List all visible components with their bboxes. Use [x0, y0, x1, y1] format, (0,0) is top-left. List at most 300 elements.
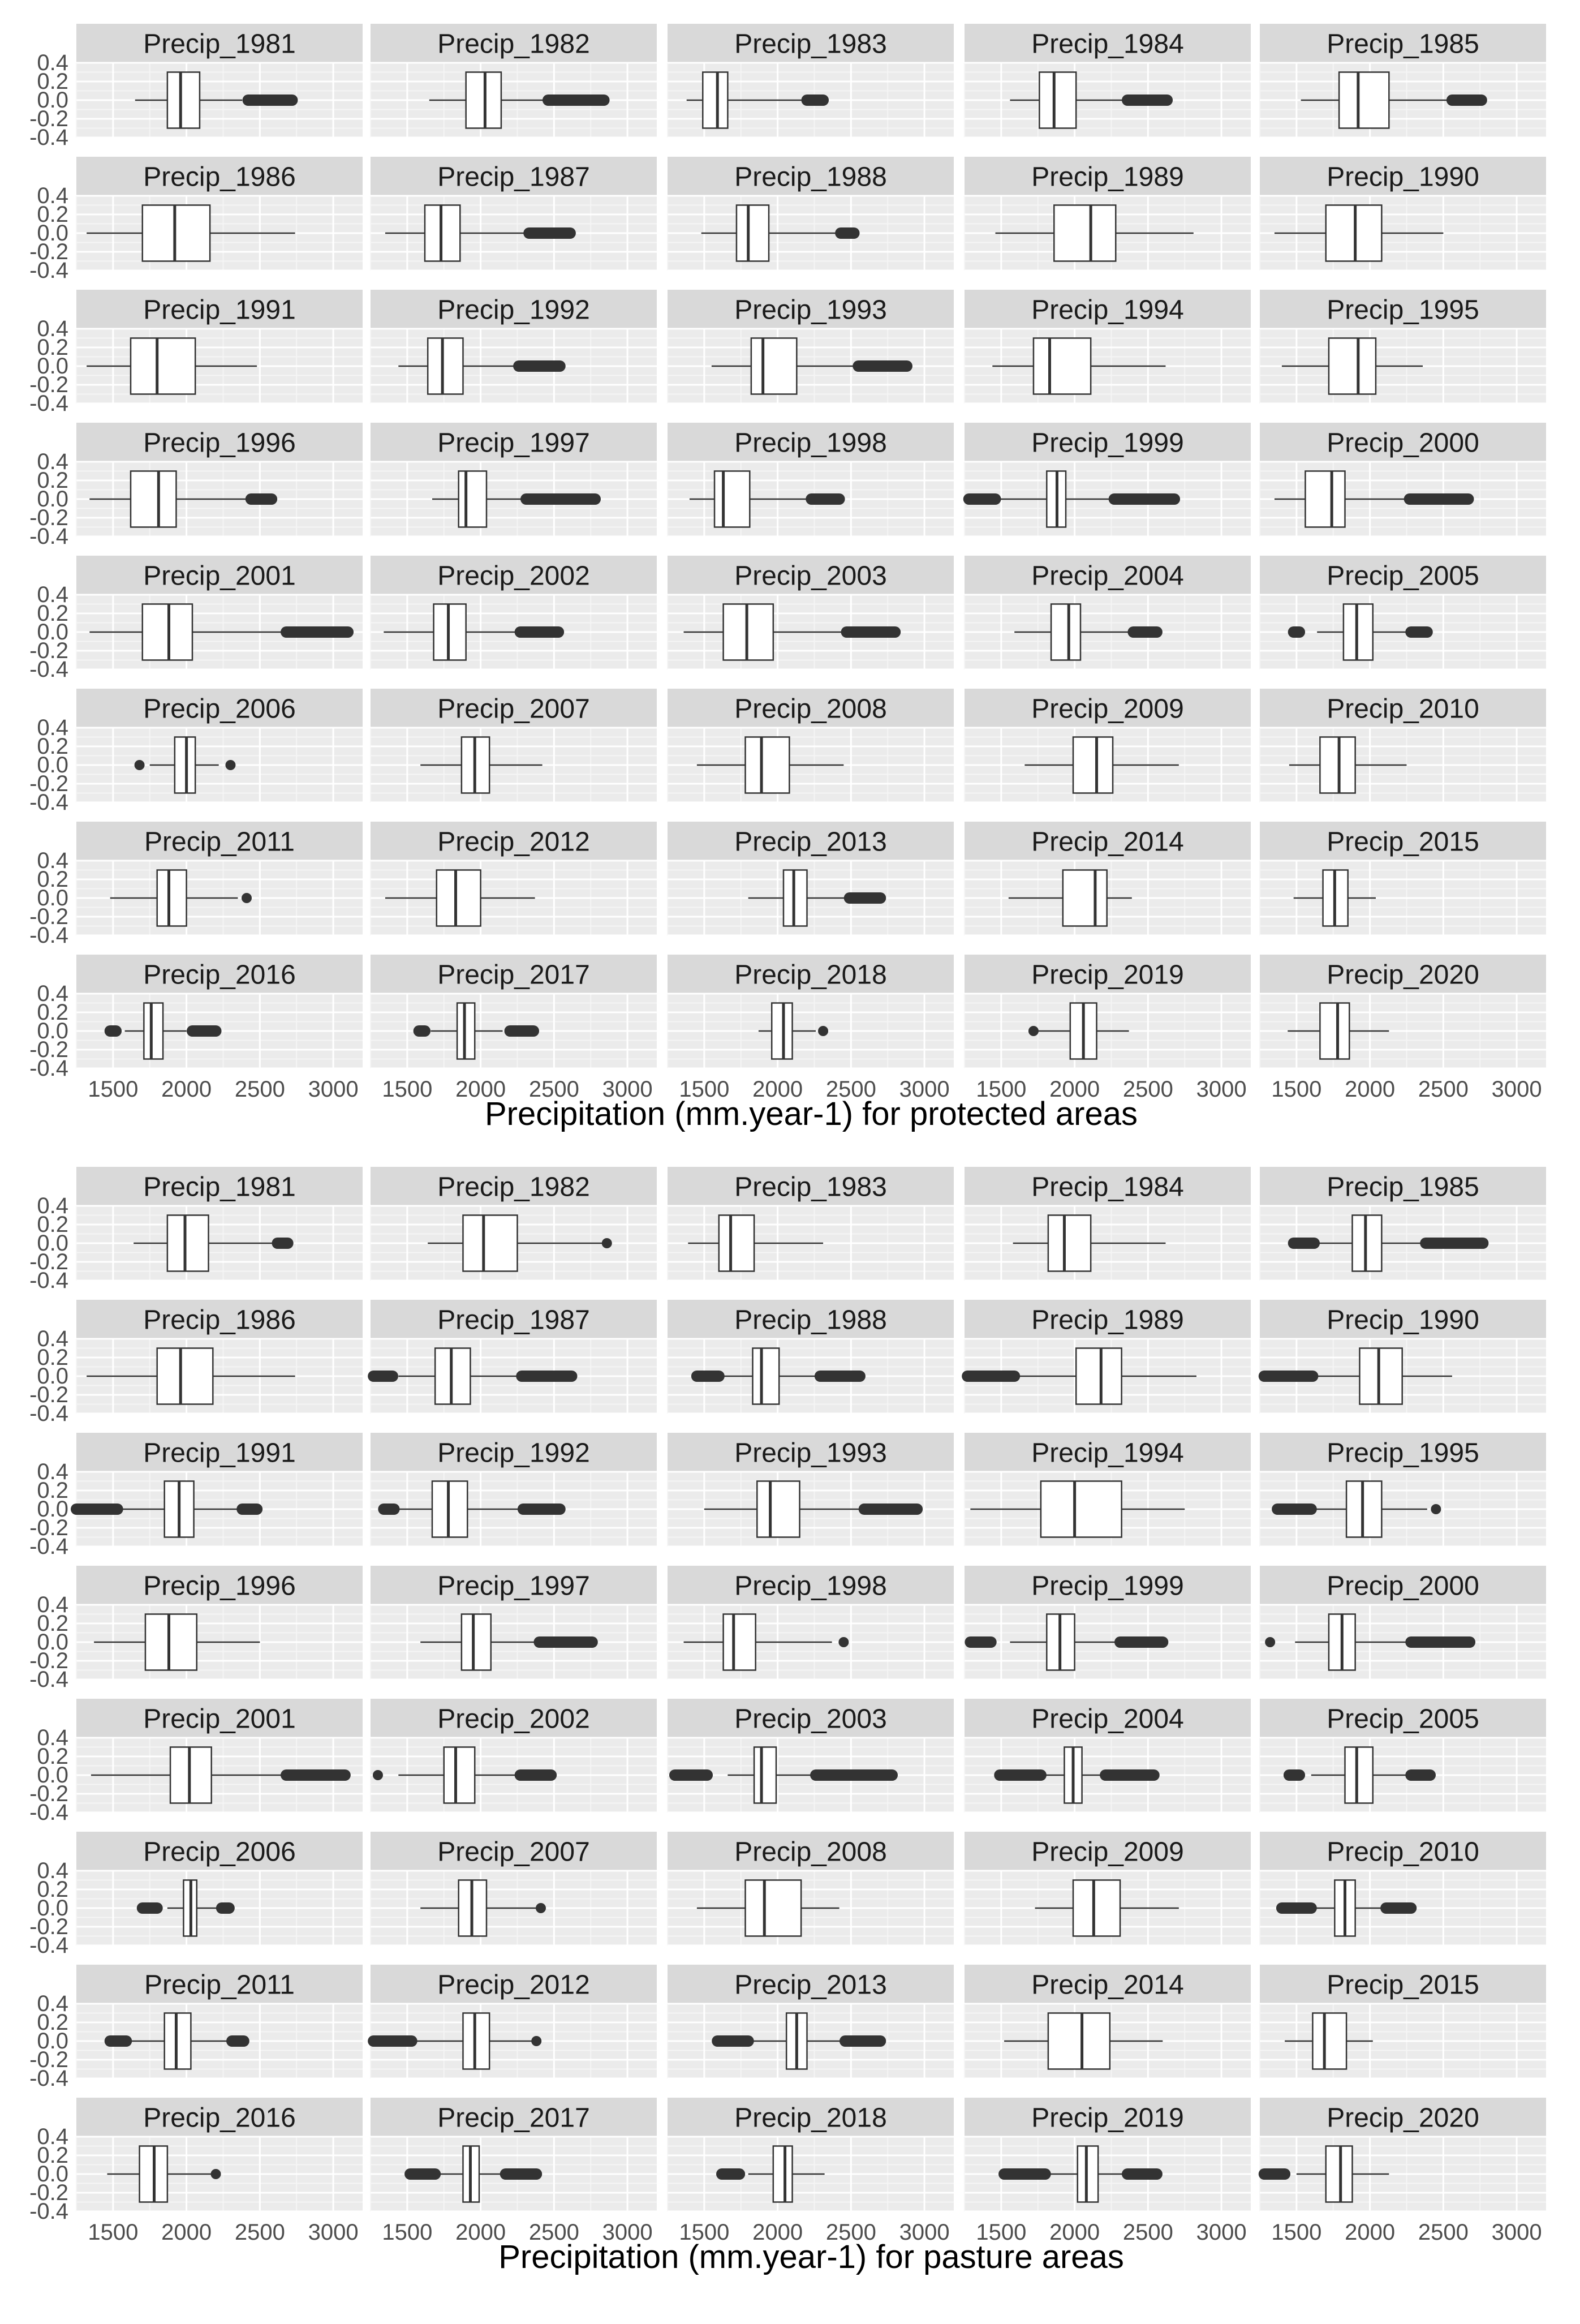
- iqr-box: [143, 604, 192, 660]
- facet-strip-label: Precip_1989: [1031, 1305, 1184, 1335]
- iqr-box: [724, 1614, 756, 1670]
- facet-panel: [668, 1167, 954, 1281]
- x-tick-label: 2500: [1418, 2220, 1469, 2245]
- y-tick-label: 0.4: [37, 1193, 68, 1218]
- facet-strip-label: Precip_2010: [1327, 694, 1479, 724]
- x-tick-label: 3000: [1491, 1077, 1542, 1102]
- y-tick-label: 0.2: [37, 867, 68, 892]
- facet-panel: [371, 1965, 657, 2078]
- facet-panel: [1260, 1566, 1546, 1679]
- facet-panel: [29, 24, 363, 150]
- y-tick-label: -0.2: [29, 106, 68, 131]
- facet-panel: [1260, 1832, 1546, 1945]
- y-tick-label: -0.4: [29, 258, 68, 283]
- iqr-box: [1039, 72, 1076, 128]
- outlier-point: [225, 760, 235, 770]
- facet-strip-label: Precip_1985: [1327, 29, 1479, 59]
- iqr-box: [157, 870, 187, 926]
- y-tick-label: 0.4: [37, 1592, 68, 1617]
- facet-panel: [371, 290, 657, 403]
- y-tick-label: 0.2: [37, 2143, 68, 2168]
- x-tick-label: 2000: [161, 1077, 212, 1102]
- facet-strip-label: Precip_1994: [1031, 1438, 1184, 1468]
- y-tick-label: 0.2: [37, 335, 68, 360]
- facet-strip-label: Precip_2015: [1327, 827, 1479, 857]
- outlier-point: [818, 1026, 828, 1036]
- facet-panel: [29, 1566, 363, 1692]
- facet-panel: [965, 1832, 1251, 1945]
- facet-panel: [1260, 290, 1546, 403]
- facet-strip-label: Precip_1985: [1327, 1172, 1479, 1202]
- y-tick-label: -0.2: [29, 1249, 68, 1274]
- facet-strip-label: Precip_1990: [1327, 162, 1479, 192]
- facet-strip-label: Precip_1981: [143, 1172, 296, 1202]
- y-tick-label: 0.2: [37, 601, 68, 626]
- x-tick-label: 2000: [161, 2220, 212, 2245]
- x-tick-label: 1500: [679, 1077, 730, 1102]
- y-tick-label: -0.4: [29, 524, 68, 549]
- facet-strip-label: Precip_2004: [1031, 561, 1184, 591]
- iqr-box: [428, 338, 463, 394]
- facet-panel: [1260, 157, 1546, 270]
- facet-panel: [668, 822, 954, 935]
- iqr-box: [1326, 2146, 1353, 2202]
- y-tick-label: 0.2: [37, 69, 68, 94]
- facet-panel: [371, 24, 657, 138]
- iqr-box: [724, 604, 773, 660]
- facet-strip-label: Precip_1991: [143, 1438, 296, 1468]
- x-tick-label: 1500: [88, 2220, 139, 2245]
- facet-panel: [668, 1566, 954, 1679]
- y-tick-label: 0.4: [37, 1991, 68, 2016]
- facet-strip-label: Precip_1995: [1327, 295, 1479, 325]
- facet-panel: [29, 822, 363, 948]
- x-tick-label: 2000: [752, 1077, 803, 1102]
- y-tick-label: 0.2: [37, 1744, 68, 1769]
- facet-panel: [1260, 955, 1546, 1068]
- facet-panel: [965, 1167, 1251, 1281]
- facet-strip-label: Precip_2002: [437, 561, 590, 591]
- x-tick-label: 3000: [308, 2220, 359, 2245]
- x-tick-label: 3000: [602, 1077, 653, 1102]
- y-tick-label: 0.0: [37, 1763, 68, 1788]
- iqr-box: [772, 1003, 792, 1059]
- iqr-box: [754, 1747, 776, 1803]
- facet-panel: [1260, 822, 1546, 935]
- facet-strip-label: Precip_2006: [143, 1837, 296, 1867]
- y-tick-label: -0.2: [29, 505, 68, 530]
- facet-panel: [668, 689, 954, 802]
- facet-panel: [668, 1433, 954, 1547]
- facet-strip-label: Precip_1989: [1031, 162, 1184, 192]
- facet-strip-label: Precip_1996: [143, 428, 296, 458]
- facet-panel: [668, 290, 954, 403]
- iqr-box: [175, 737, 195, 793]
- y-tick-label: 0.0: [37, 1896, 68, 1921]
- facet-strip-label: Precip_2008: [734, 1837, 887, 1867]
- iqr-box: [1041, 1481, 1122, 1537]
- y-tick-label: 0.4: [37, 848, 68, 873]
- iqr-box: [703, 72, 727, 128]
- iqr-box: [463, 1215, 517, 1271]
- facet-strip-label: Precip_2006: [143, 694, 296, 724]
- facet-panel: [965, 290, 1251, 403]
- y-tick-label: -0.2: [29, 1382, 68, 1407]
- facet-panel: [965, 556, 1251, 669]
- facet-strip-label: Precip_2004: [1031, 1704, 1184, 1734]
- x-tick-label: 3000: [308, 1077, 359, 1102]
- facet-panel: [965, 1300, 1251, 1414]
- facet-strip-label: Precip_1999: [1031, 1571, 1184, 1601]
- facet-panel: [29, 1965, 363, 2091]
- y-tick-label: 0.4: [37, 2124, 68, 2149]
- x-tick-label: 2500: [1418, 1077, 1469, 1102]
- iqr-box: [1320, 737, 1355, 793]
- iqr-box: [459, 471, 487, 527]
- x-tick-label: 1500: [382, 1077, 433, 1102]
- y-tick-label: 0.2: [37, 734, 68, 759]
- facet-panel: [965, 689, 1251, 802]
- iqr-box: [167, 1215, 209, 1271]
- facet-panel: [668, 556, 954, 669]
- facet-strip-label: Precip_2013: [734, 1970, 887, 2000]
- x-tick-label: 3000: [899, 1077, 950, 1102]
- x-tick-label: 1500: [1271, 2220, 1322, 2245]
- facet-panel: [371, 689, 657, 802]
- facet-strip-label: Precip_2007: [437, 1837, 590, 1867]
- facet-strip-label: Precip_2010: [1327, 1837, 1479, 1867]
- facet-panel: [965, 1433, 1251, 1547]
- facet-panel: [1260, 556, 1546, 669]
- iqr-box: [1346, 1481, 1381, 1537]
- outlier-point: [1265, 1637, 1275, 1647]
- y-tick-label: -0.4: [29, 790, 68, 815]
- iqr-box: [1312, 2013, 1346, 2069]
- iqr-box: [466, 72, 501, 128]
- y-tick-label: 0.2: [37, 1212, 68, 1237]
- facet-panel: [965, 423, 1251, 536]
- y-tick-label: 0.0: [37, 1364, 68, 1389]
- iqr-box: [1048, 1215, 1091, 1271]
- y-tick-label: -0.4: [29, 2199, 68, 2224]
- facet-panel: [371, 1300, 657, 1414]
- iqr-box: [757, 1481, 799, 1537]
- iqr-box: [746, 737, 790, 793]
- x-tick-label: 1500: [382, 2220, 433, 2245]
- facet-strip-label: Precip_1997: [437, 1571, 590, 1601]
- facet-panel: [29, 157, 363, 283]
- y-tick-label: -0.2: [29, 239, 68, 264]
- iqr-box: [435, 1348, 470, 1404]
- facet-strip-label: Precip_2014: [1031, 1970, 1184, 2000]
- y-tick-label: 0.0: [37, 753, 68, 777]
- iqr-box: [1076, 1348, 1121, 1404]
- facet-panel: [371, 1433, 657, 1547]
- facet-strip-label: Precip_1986: [143, 162, 296, 192]
- facet-strip-label: Precip_2003: [734, 1704, 887, 1734]
- iqr-box: [434, 604, 466, 660]
- facet-panel: [371, 1699, 657, 1812]
- y-tick-label: 0.4: [37, 1725, 68, 1750]
- y-tick-label: 0.2: [37, 1478, 68, 1503]
- iqr-box: [1048, 2013, 1110, 2069]
- iqr-box: [1054, 205, 1116, 261]
- facet-strip-label: Precip_1984: [1031, 1172, 1184, 1202]
- x-tick-label: 2000: [1049, 1077, 1100, 1102]
- iqr-box: [1339, 72, 1389, 128]
- y-tick-label: 0.0: [37, 88, 68, 113]
- x-tick-label: 2000: [1345, 1077, 1396, 1102]
- facet-panel: [1260, 2098, 1546, 2211]
- y-tick-label: -0.2: [29, 372, 68, 397]
- outlier-point: [602, 1238, 612, 1248]
- y-tick-label: 0.0: [37, 487, 68, 512]
- facet-panel: [371, 2098, 657, 2211]
- facet-strip-label: Precip_1982: [437, 1172, 590, 1202]
- iqr-box: [1320, 1003, 1349, 1059]
- facet-strip-label: Precip_1983: [734, 1172, 887, 1202]
- y-tick-label: -0.4: [29, 1800, 68, 1825]
- iqr-box: [432, 1481, 467, 1537]
- facet-strip-label: Precip_1993: [734, 295, 887, 325]
- y-tick-label: -0.2: [29, 1648, 68, 1673]
- x-tick-label: 3000: [602, 2220, 653, 2245]
- iqr-box: [746, 1880, 802, 1936]
- facet-strip-label: Precip_2012: [437, 827, 590, 857]
- x-axis-title: Precipitation (mm.year-1) for protected areas: [485, 1096, 1138, 1132]
- iqr-box: [1352, 1215, 1381, 1271]
- facet-strip-label: Precip_2009: [1031, 1837, 1184, 1867]
- y-tick-label: -0.4: [29, 2066, 68, 2091]
- facet-strip-label: Precip_2016: [143, 2103, 296, 2133]
- facet-panel: [668, 423, 954, 536]
- iqr-box: [1305, 471, 1345, 527]
- facet-strip-label: Precip_2012: [437, 1970, 590, 2000]
- y-tick-label: 0.0: [37, 1019, 68, 1043]
- y-tick-label: 0.0: [37, 886, 68, 910]
- pasture-areas-facet-grid: [29, 1167, 1546, 2275]
- y-tick-label: -0.2: [29, 1515, 68, 1540]
- iqr-box: [753, 1348, 780, 1404]
- facet-panel: [29, 423, 363, 549]
- facet-strip-label: Precip_1993: [734, 1438, 887, 1468]
- facet-panel: [1260, 423, 1546, 536]
- y-tick-label: 0.4: [37, 715, 68, 740]
- iqr-box: [1344, 604, 1373, 660]
- facet-strip-label: Precip_2014: [1031, 827, 1184, 857]
- y-tick-label: -0.4: [29, 1534, 68, 1559]
- facet-panel: [1260, 689, 1546, 802]
- facet-strip-label: Precip_1988: [734, 1305, 887, 1335]
- facet-strip-label: Precip_2019: [1031, 2103, 1184, 2133]
- y-tick-label: 0.4: [37, 316, 68, 341]
- x-tick-label: 3000: [1196, 1077, 1247, 1102]
- outlier-point: [1028, 1026, 1039, 1036]
- x-tick-label: 2000: [1345, 2220, 1396, 2245]
- iqr-box: [457, 1003, 475, 1059]
- facet-panel: [1260, 1433, 1546, 1547]
- y-tick-label: 0.4: [37, 183, 68, 208]
- facet-strip-label: Precip_2000: [1327, 428, 1479, 458]
- y-tick-label: 0.2: [37, 2010, 68, 2035]
- facet-panel: [668, 1832, 954, 1945]
- facet-strip-label: Precip_2005: [1327, 1704, 1479, 1734]
- iqr-box: [1034, 338, 1091, 394]
- y-tick-label: -0.4: [29, 125, 68, 150]
- iqr-box: [1078, 2146, 1098, 2202]
- y-tick-label: -0.4: [29, 657, 68, 682]
- y-tick-label: 0.4: [37, 50, 68, 75]
- facet-panel: [29, 1832, 363, 1958]
- y-tick-label: 0.4: [37, 1858, 68, 1883]
- facet-panel: [668, 1300, 954, 1414]
- facet-panel: [965, 1699, 1251, 1812]
- facet-strip-label: Precip_2017: [437, 960, 590, 990]
- y-tick-label: 0.0: [37, 221, 68, 246]
- facet-strip-label: Precip_1984: [1031, 29, 1184, 59]
- facet-strip-label: Precip_1990: [1327, 1305, 1479, 1335]
- y-tick-label: 0.0: [37, 2029, 68, 2054]
- y-tick-label: -0.2: [29, 771, 68, 796]
- y-tick-label: -0.4: [29, 1667, 68, 1692]
- iqr-box: [165, 2013, 191, 2069]
- facet-panel: [29, 556, 363, 682]
- facet-panel: [29, 1433, 363, 1559]
- facet-panel: [29, 1699, 363, 1825]
- facet-strip-label: Precip_2002: [437, 1704, 590, 1734]
- y-tick-label: 0.0: [37, 2162, 68, 2186]
- facet-panel: [371, 1167, 657, 1281]
- outlier-point: [531, 2036, 541, 2046]
- facet-panel: [965, 822, 1251, 935]
- y-tick-label: -0.4: [29, 1056, 68, 1081]
- facet-strip-label: Precip_2009: [1031, 694, 1184, 724]
- iqr-box: [425, 205, 460, 261]
- x-tick-label: 2000: [1049, 2220, 1100, 2245]
- x-tick-label: 2500: [1122, 1077, 1173, 1102]
- y-tick-label: 0.0: [37, 354, 68, 379]
- facet-strip-label: Precip_1991: [143, 295, 296, 325]
- outlier-point: [211, 2169, 221, 2179]
- facet-panel: [668, 1699, 954, 1812]
- facet-panel: [1260, 1699, 1546, 1812]
- facet-strip-label: Precip_2018: [734, 960, 887, 990]
- iqr-box: [1345, 1747, 1373, 1803]
- x-tick-label: 2500: [234, 1077, 285, 1102]
- y-tick-label: 0.0: [37, 620, 68, 645]
- iqr-box: [143, 205, 210, 261]
- y-tick-label: 0.2: [37, 1611, 68, 1636]
- facet-strip-label: Precip_1992: [437, 1438, 590, 1468]
- facet-strip-label: Precip_1982: [437, 29, 590, 59]
- iqr-box: [167, 72, 200, 128]
- facet-strip-label: Precip_1981: [143, 29, 296, 59]
- y-tick-label: 0.2: [37, 1345, 68, 1370]
- facet-strip-label: Precip_2000: [1327, 1571, 1479, 1601]
- facet-panel: [1260, 1965, 1546, 2078]
- facet-strip-label: Precip_1998: [734, 1571, 887, 1601]
- y-tick-label: -0.4: [29, 1268, 68, 1293]
- iqr-box: [157, 1348, 213, 1404]
- facet-panel: [965, 157, 1251, 270]
- facet-strip-label: Precip_2007: [437, 694, 590, 724]
- x-tick-label: 2000: [752, 2220, 803, 2245]
- facet-panel: [371, 1832, 657, 1945]
- y-tick-label: -0.2: [29, 1781, 68, 1806]
- iqr-box: [1359, 1348, 1402, 1404]
- facet-strip-label: Precip_1995: [1327, 1438, 1479, 1468]
- facet-strip-label: Precip_2005: [1327, 561, 1479, 591]
- y-tick-label: 0.4: [37, 1459, 68, 1484]
- iqr-box: [463, 2013, 489, 2069]
- facet-panel: [371, 423, 657, 536]
- facet-panel: [1260, 1300, 1546, 1414]
- y-tick-label: 0.0: [37, 1231, 68, 1256]
- x-tick-label: 1500: [88, 1077, 139, 1102]
- iqr-box: [131, 471, 176, 527]
- facet-strip-label: Precip_2020: [1327, 960, 1479, 990]
- facet-strip-label: Precip_1997: [437, 428, 590, 458]
- x-tick-label: 2000: [455, 2220, 506, 2245]
- facet-panel: [1260, 1167, 1546, 1281]
- facet-panel: [371, 1566, 657, 1679]
- x-axis-title: Precipitation (mm.year-1) for pasture areas: [498, 2239, 1124, 2275]
- x-tick-label: 3000: [899, 2220, 950, 2245]
- facet-panel: [371, 157, 657, 270]
- facet-panel: [668, 24, 954, 138]
- iqr-box: [719, 1215, 754, 1271]
- iqr-box: [714, 471, 750, 527]
- facet-panel: [29, 689, 363, 815]
- facet-panel: [965, 24, 1251, 138]
- iqr-box: [144, 1003, 163, 1059]
- outlier-point: [373, 1770, 383, 1780]
- y-tick-label: 0.2: [37, 1000, 68, 1025]
- facet-strip-label: Precip_1998: [734, 428, 887, 458]
- y-tick-label: -0.2: [29, 2047, 68, 2072]
- facet-strip-label: Precip_2011: [144, 1970, 295, 2000]
- y-tick-label: -0.4: [29, 923, 68, 948]
- outlier-point: [1431, 1504, 1441, 1514]
- x-tick-label: 1500: [976, 2220, 1027, 2245]
- x-tick-label: 2500: [528, 2220, 579, 2245]
- facet-strip-label: Precip_1988: [734, 162, 887, 192]
- iqr-box: [1073, 737, 1113, 793]
- outlier-point: [536, 1903, 546, 1913]
- y-tick-label: 0.4: [37, 981, 68, 1006]
- facet-strip-label: Precip_2011: [144, 827, 295, 857]
- facet-strip-label: Precip_1983: [734, 29, 887, 59]
- facet-panel: [668, 1965, 954, 2078]
- x-tick-label: 2500: [528, 1077, 579, 1102]
- facet-panel: [29, 1300, 363, 1426]
- iqr-box: [131, 338, 195, 394]
- iqr-box: [1073, 1880, 1120, 1936]
- x-tick-label: 2000: [455, 1077, 506, 1102]
- facet-panel: [371, 556, 657, 669]
- facet-panel: [668, 2098, 954, 2211]
- iqr-box: [1063, 870, 1107, 926]
- facet-strip-label: Precip_1999: [1031, 428, 1184, 458]
- iqr-box: [1326, 205, 1382, 261]
- outlier-point: [838, 1637, 849, 1647]
- x-tick-label: 1500: [679, 2220, 730, 2245]
- y-tick-label: 0.4: [37, 582, 68, 607]
- facet-strip-label: Precip_1987: [437, 1305, 590, 1335]
- x-tick-label: 2500: [1122, 2220, 1173, 2245]
- iqr-box: [170, 1747, 212, 1803]
- y-tick-label: -0.4: [29, 391, 68, 416]
